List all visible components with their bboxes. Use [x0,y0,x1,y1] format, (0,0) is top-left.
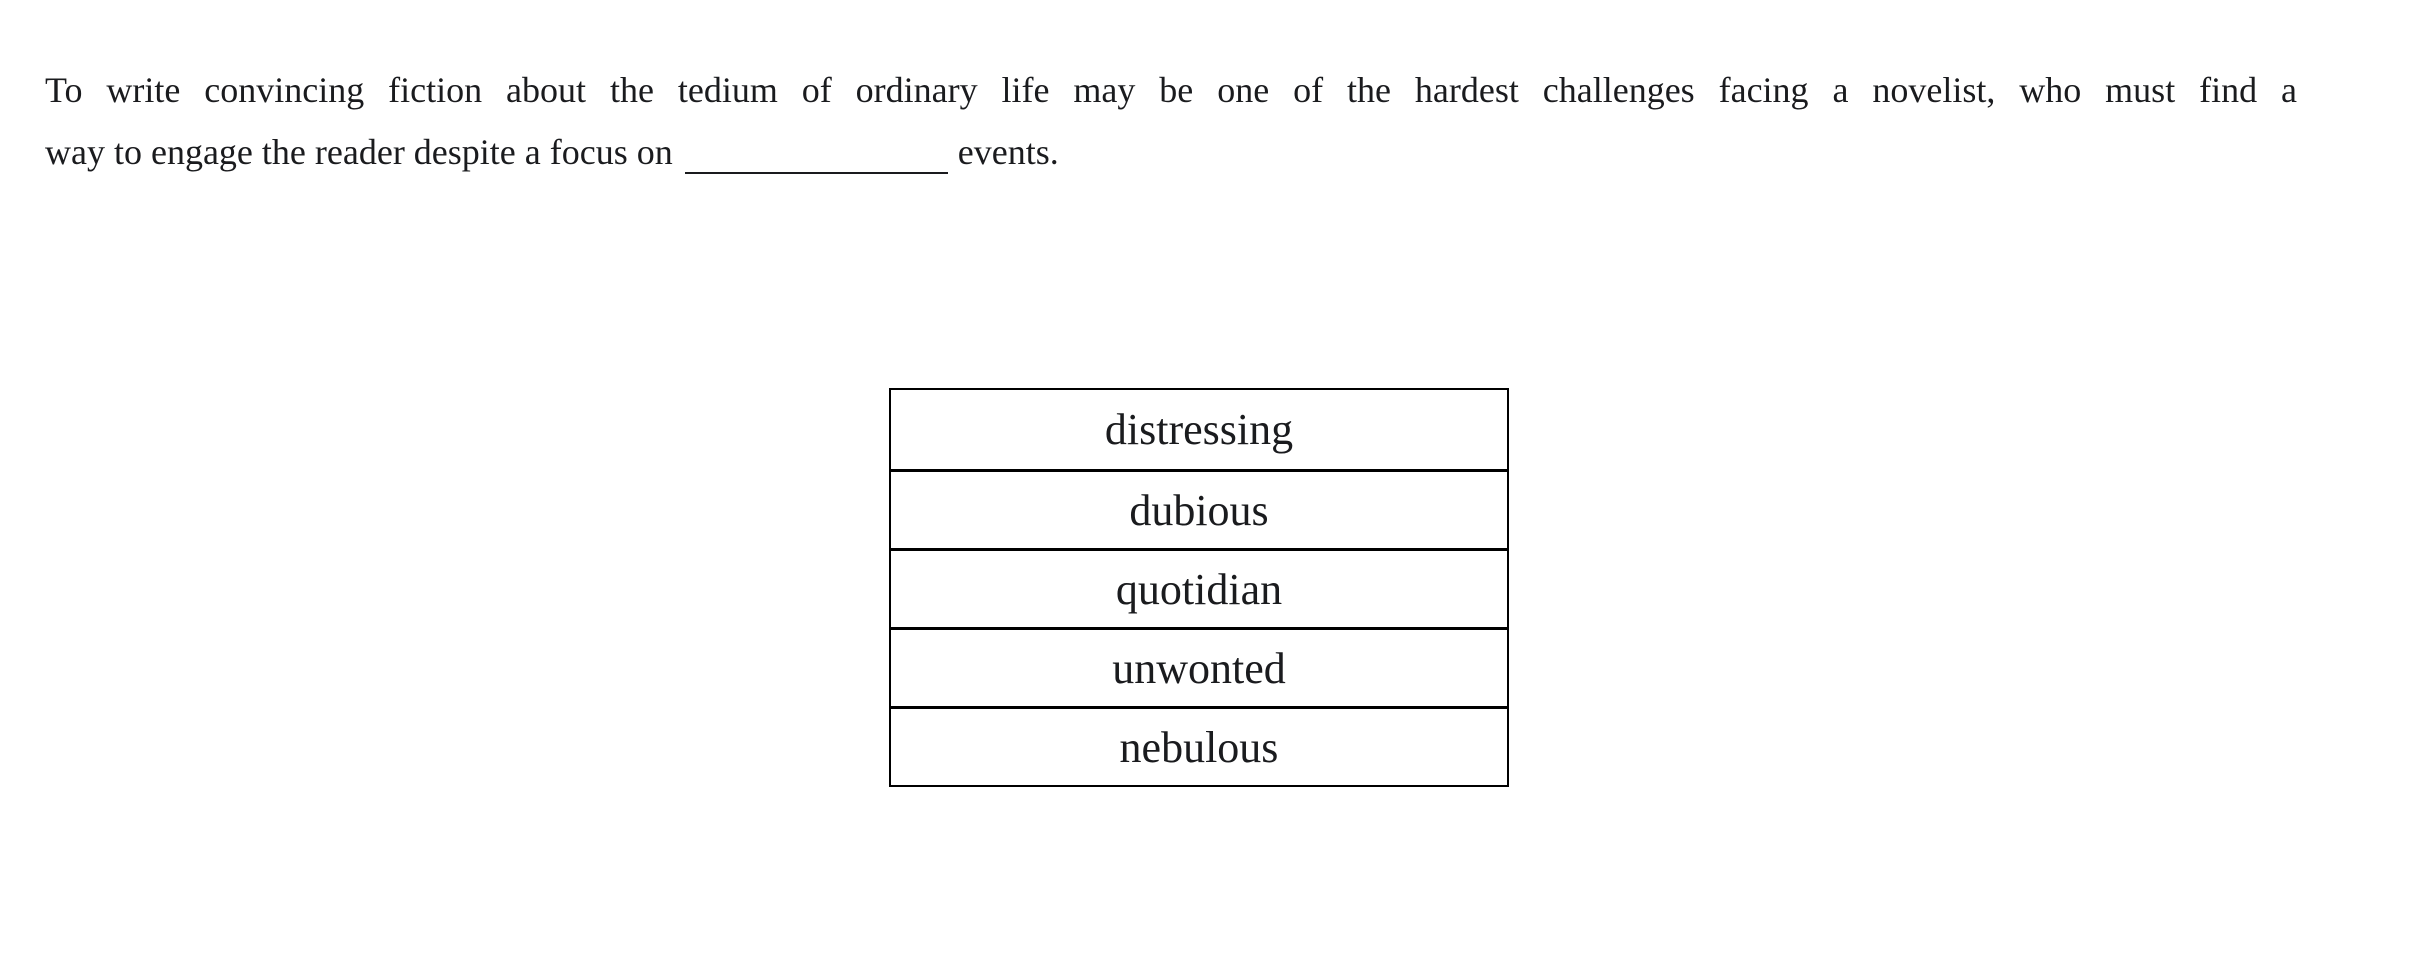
stem-line-2-text: way to engage the reader despite a focus on [45,132,673,172]
question-stem [45,59,2297,183]
stem-line-2 [45,121,2297,183]
answer-choices-table [889,388,1509,787]
stem-line-1: To write convincing fiction about the tedium of ordinary life may be one of the hardest challenges facing a novelist, who must find a [45,70,2297,110]
answer-choice[interactable]: distressing [891,390,1507,469]
answer-choice[interactable]: unwonted [891,627,1507,706]
stem-line-2-suffix: events. [957,132,1059,172]
answer-choice[interactable]: nebulous [891,706,1507,785]
answer-choice[interactable]: quotidian [891,548,1507,627]
answer-blank [685,154,948,174]
answer-choice[interactable]: dubious [891,469,1507,548]
